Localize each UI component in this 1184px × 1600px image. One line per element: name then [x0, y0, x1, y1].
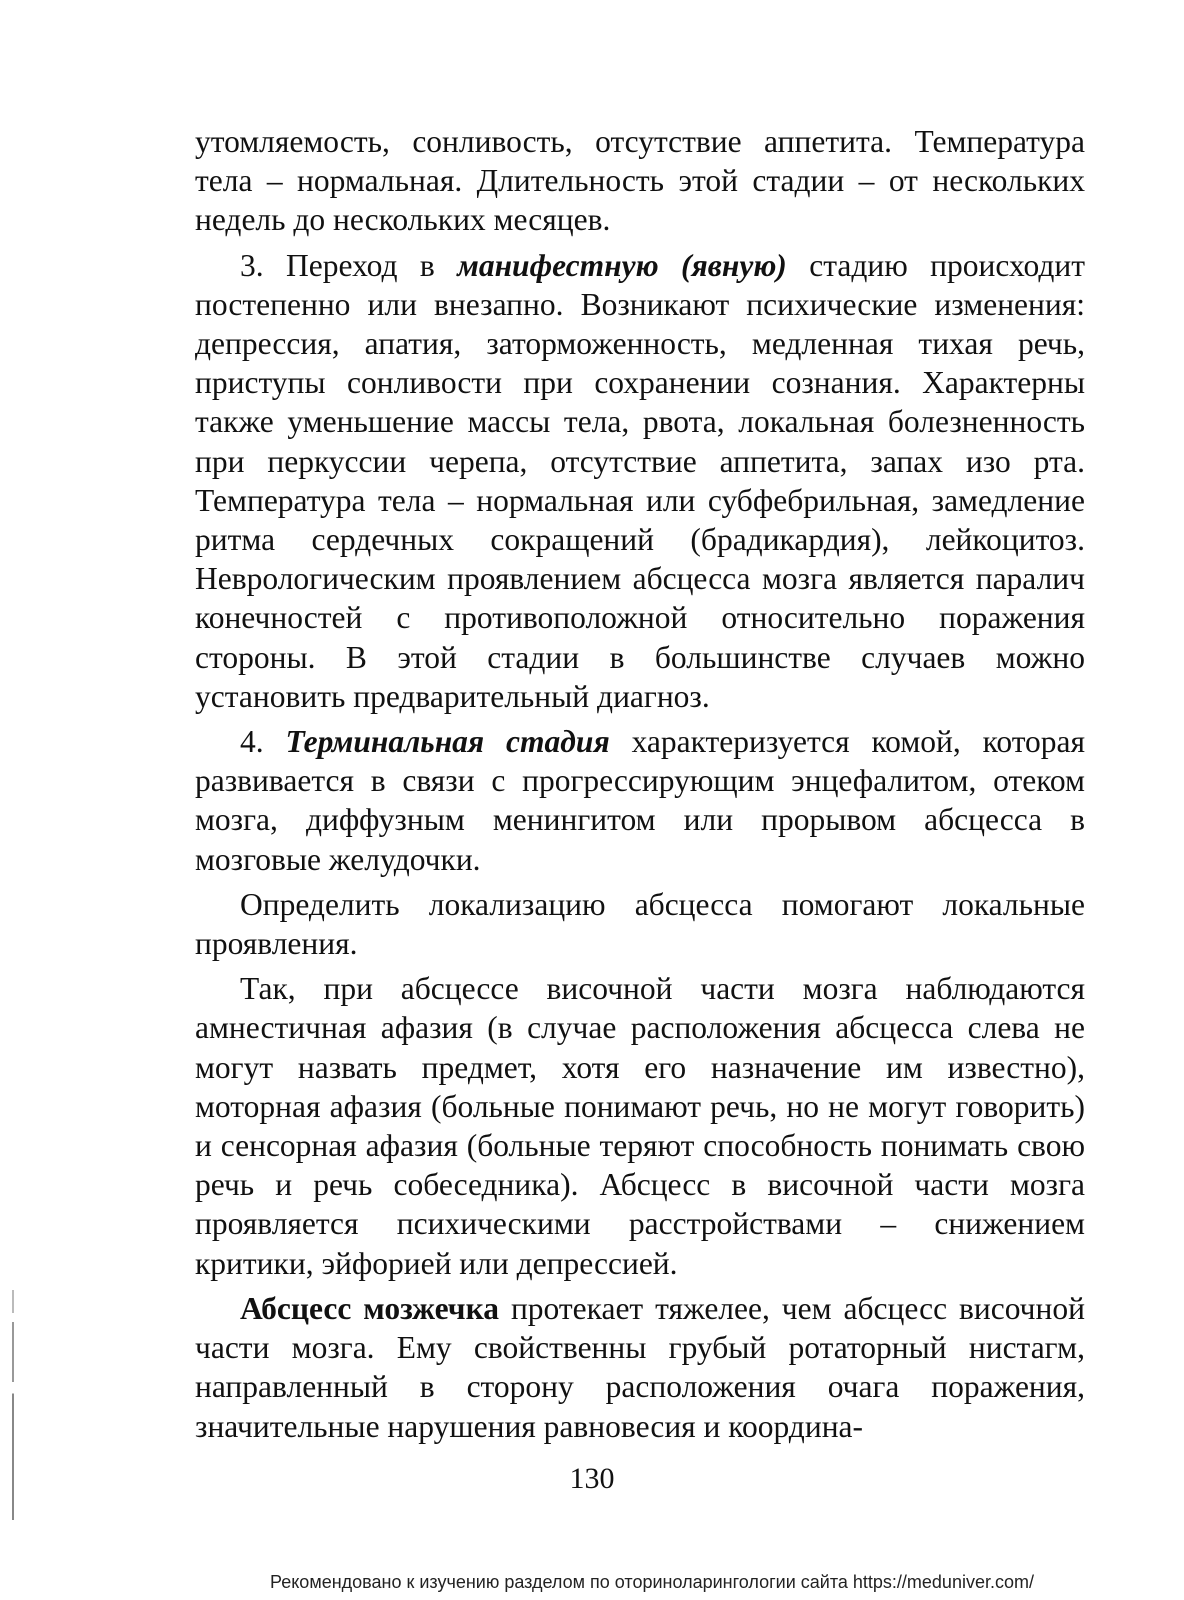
bold-term: Абсцесс мозжечка: [240, 1290, 499, 1326]
page-body: [195, 122, 1085, 1446]
paragraph-stage-4: [195, 722, 1085, 879]
paragraph-cerebellar-abscess: [195, 1289, 1085, 1446]
emphasis-term: манифестную (явную): [457, 247, 787, 283]
paragraph-text: стадию происходит постепенно или внезапно. Возникают психические изменения: депрессия, апатия, заторможенность, медленная тихая речь, приступы сонливости при сохранении сознания. Характерны также уменьшение массы тела, рвота, локальная болезненность при перкуссии черепа, отсутствие аппетита, запах изо рта. Температура тела – нормальная или субфебрильная, замедление ритма сердечных сокращений (брадикардия), лейкоцитоз. Неврологическим проявлением абсцесса мозга является паралич конечностей с противоположной относительно поражения стороны. В этой стадии в большинстве случаев можно установить предварительный диагноз.: [195, 247, 1085, 714]
paragraph-continued: [195, 122, 1085, 240]
paragraph-text: протекает тяжелее, чем абсцесс височной части мозга. Ему свойственны грубый ротаторный нистагм, направленный в сторону расположения очага поражения, значительные нарушения равновесия и координа-: [195, 1290, 1085, 1444]
paragraph-text: 3. Переход в: [240, 247, 458, 283]
page-number: 130: [569, 1462, 615, 1495]
paragraph-temporal-abscess: [195, 969, 1085, 1283]
paragraph-text: характеризуется комой, которая развивается в связи с прогрессирующим энцефалитом, отеком мозга, диффузным менингитом или прорывом абсцесса в мозговые желудочки.: [195, 724, 1086, 877]
paragraph-text: 4.: [240, 724, 286, 760]
paragraph-text: утомляемость, сонливость, отсутствие аппетита. Температура тела – нормальная. Длительность этой стадии – от нескольких недель до нескольких месяцев.: [195, 124, 1085, 238]
paragraph-localization: [195, 885, 1085, 963]
paragraph-text: Так, при абсцессе височной части мозга наблюдаются амнестичная афазия (в случае расположения абсцесса слева не могут назвать предмет, хотя его назначение им известно), моторная афазия (больные понимают речь, но не могут говорить) и сенсорная афазия (больные теряют способность понимать свою речь и речь собеседника). Абсцесс в височной части мозга проявляется психическими расстройствами – снижением критики, эйфорией или депрессией.: [195, 971, 1085, 1281]
paragraph-text: Определить локализацию абсцесса помогают локальные проявления.: [195, 886, 1085, 962]
footer-note: Рекомендовано к изучению разделом по оториноларингологии сайта https://meduniver.com/: [270, 1572, 1034, 1592]
emphasis-term: Терминальная стадия: [285, 724, 610, 760]
paragraph-stage-3: [195, 246, 1085, 716]
